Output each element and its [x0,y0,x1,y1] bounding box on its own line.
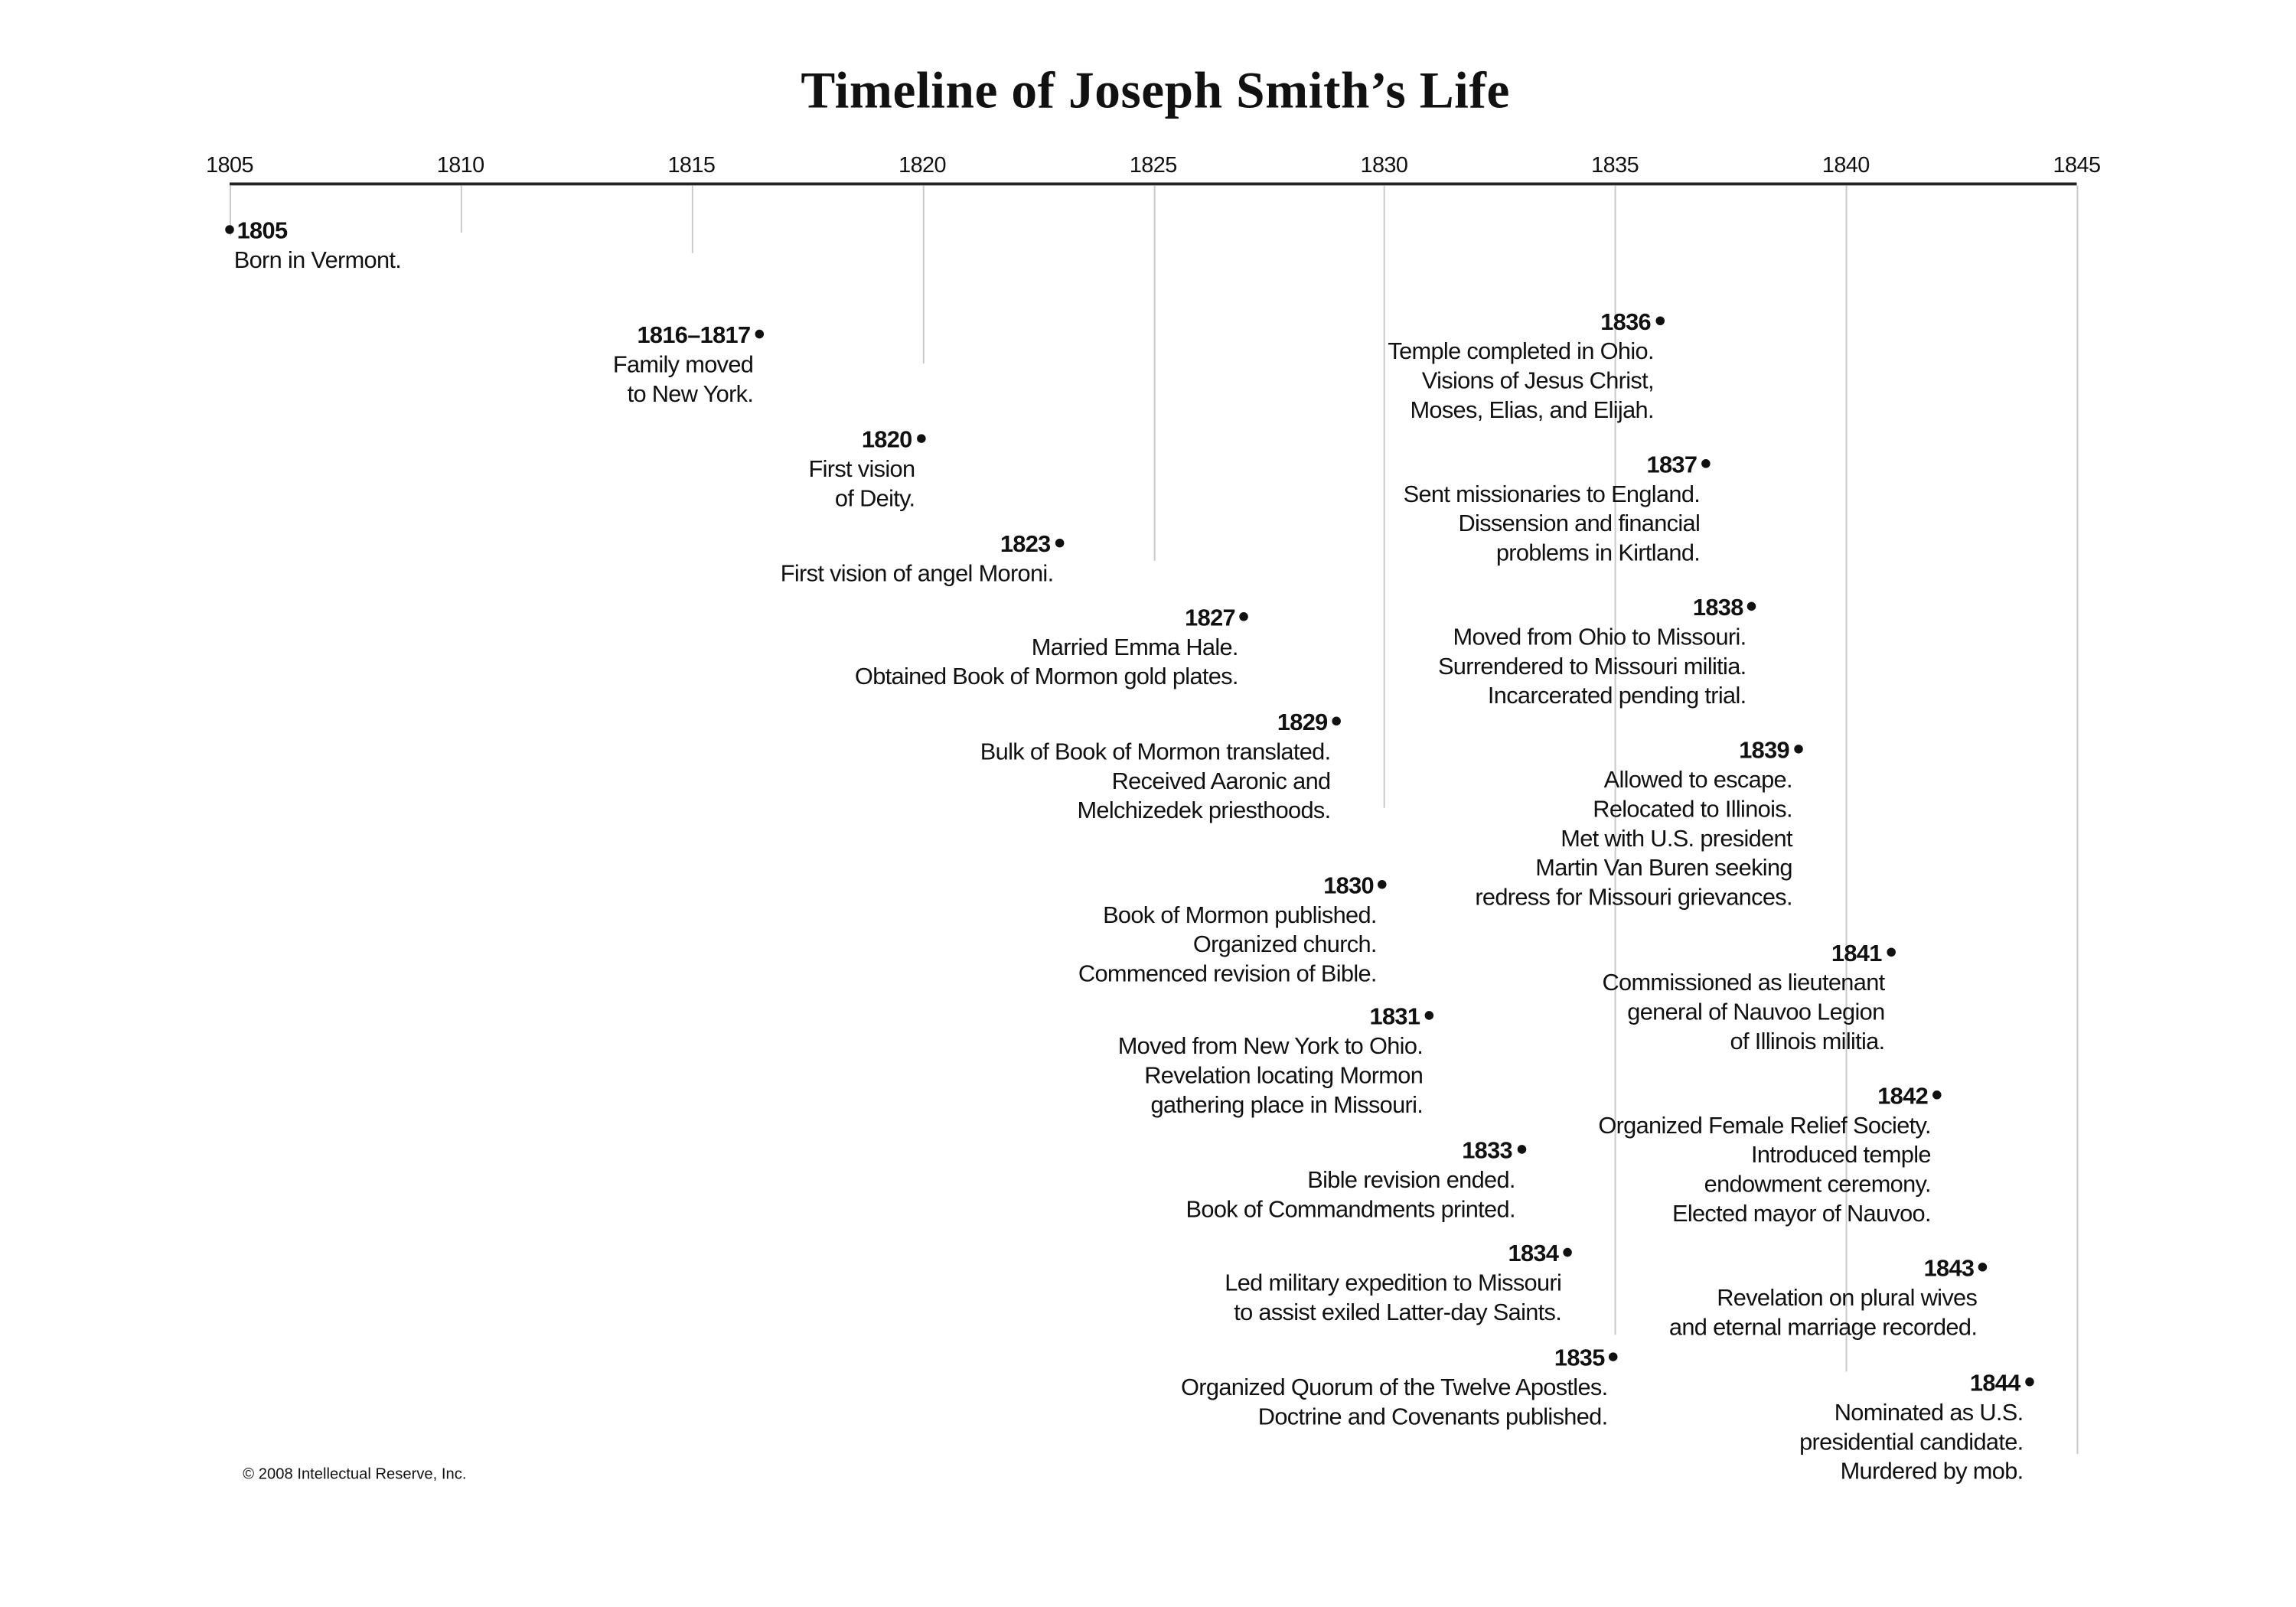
year-gridline [1154,185,1156,560]
event-header [234,218,401,247]
event-header [1118,1004,1437,1033]
event-year: 1830 [1323,874,1374,900]
event-year: 1834 [1508,1242,1559,1267]
timeline-event [234,218,401,277]
year-gridline [923,185,925,363]
timeline-event [1186,1138,1529,1226]
event-year: 1816–1817 [637,324,751,349]
year-gridline [1384,185,1385,807]
event-year: 1805 [236,219,288,245]
axis-tick-label: 1825 [1129,153,1177,178]
event-year: 1823 [1000,533,1051,558]
event-description-line: Nominated as U.S. [1834,1400,2024,1426]
event-description-line: to New York. [627,383,754,408]
event-description-line: Born in Vermont. [233,249,402,274]
axis-tick-label: 1810 [436,153,484,178]
event-description-line: Organized Female Relief Society. [1598,1113,1931,1139]
event-year: 1843 [1923,1257,1975,1283]
event-description-line: Moses, Elias, and Elijah. [1410,399,1654,424]
timeline-event [1078,872,1390,990]
event-header [1181,1345,1621,1374]
event-description-line: Received Aaronic and [1111,769,1331,795]
event-description-line: of Illinois militia. [1730,1030,1885,1055]
bullet-dot-icon [755,330,764,339]
event-description-line: First vision [808,458,915,483]
timeline-event [1598,1083,1944,1230]
event-description-line: Relocated to Illinois. [1593,797,1792,823]
axis-tick-label: 1830 [1360,153,1408,178]
event-year: 1839 [1739,738,1790,764]
year-gridline [461,185,462,233]
timeline-event [1388,309,1667,427]
event-header [1404,451,1714,481]
event-description-line: Book of Mormon published. [1103,903,1377,929]
event-description-line: Bulk of Book of Mormon translated. [980,740,1331,766]
event-description-line: Allowed to escape. [1603,768,1792,794]
event-header [808,427,928,456]
event-description-line: Murdered by mob. [1840,1459,2024,1485]
event-description-line: Married Emma Hale. [1031,635,1238,661]
axis-tick-label: 1815 [667,153,716,178]
event-header [1388,309,1667,338]
event-header [1669,1255,1991,1284]
axis-tick-label: 1805 [206,153,253,178]
event-description-line: Visions of Jesus Christ, [1421,369,1654,395]
bullet-dot-icon [1609,1353,1618,1362]
event-description-line: Sent missionaries to England. [1403,482,1701,508]
axis-tick-label: 1820 [899,153,946,178]
timeline-event [980,709,1344,827]
bullet-dot-icon [1655,317,1665,326]
bullet-dot-icon [916,435,925,444]
timeline-event [1404,451,1714,569]
event-description-line: Elected mayor of Nauvoo. [1671,1202,1931,1227]
event-header [1078,872,1390,901]
bullet-dot-icon [1978,1263,1988,1273]
event-header [855,605,1251,634]
event-description-line: Book of Commandments printed. [1186,1198,1515,1224]
bullet-dot-icon [1332,717,1341,726]
event-description-line: Obtained Book of Mormon gold plates. [854,665,1238,690]
event-description-line: Revelation locating Mormon [1144,1064,1424,1090]
event-description-line: redress for Missouri grievances. [1475,885,1792,911]
event-description-line: Moved from Ohio to Missouri. [1453,625,1746,651]
timeline-event [613,322,767,410]
event-year: 1841 [1831,941,1882,967]
timeline-event [1669,1255,1991,1343]
bullet-dot-icon [225,226,234,235]
event-description-line: Introduced temple [1750,1143,1931,1169]
event-description-line: endowment ceremony. [1704,1172,1931,1198]
event-header [980,709,1344,738]
timeline-event [1602,940,1897,1058]
event-year: 1835 [1554,1346,1605,1372]
timeline-event [1475,737,1805,914]
event-header [1475,737,1805,766]
bullet-dot-icon [1424,1012,1433,1021]
event-header [1602,940,1897,970]
event-description-line: Commenced revision of Bible. [1078,962,1377,988]
timeline-event [808,427,928,515]
event-year: 1820 [861,428,912,454]
timeline-event [1799,1370,2037,1488]
event-year: 1831 [1369,1005,1420,1031]
event-header [1438,595,1760,624]
event-description-line: Doctrine and Covenants published. [1257,1405,1608,1431]
event-description-line: problems in Kirtland. [1495,541,1701,567]
bullet-dot-icon [1240,613,1249,622]
event-description-line: First vision of angel Moroni. [780,562,1054,588]
bullet-dot-icon [1701,460,1711,469]
axis-tick-label: 1840 [1821,153,1870,178]
event-year: 1842 [1877,1084,1929,1110]
year-gridline [2076,185,2078,1454]
event-year: 1836 [1600,310,1651,336]
bullet-dot-icon [1794,745,1803,755]
event-description-line: Incarcerated pending trial. [1487,684,1746,709]
event-description-line: Family moved [612,353,754,379]
bullet-dot-icon [1932,1091,1942,1100]
event-description-line: of Deity. [834,487,915,513]
timeline-event [781,531,1067,590]
bullet-dot-icon [2024,1378,2033,1387]
axis-tick-label: 1835 [1591,153,1639,178]
event-description-line: Temple completed in Ohio. [1388,340,1654,365]
event-header [1799,1370,2037,1399]
copyright-notice: © 2008 Intellectual Reserve, Inc. [243,1465,467,1484]
bullet-dot-icon [1886,948,1895,957]
event-header [781,531,1067,560]
page-title: Timeline of Joseph Smith’s Life [801,61,1510,119]
event-description-line: and eternal marriage recorded. [1668,1315,1978,1341]
event-year: 1844 [1969,1371,2020,1397]
event-year: 1827 [1185,606,1235,632]
event-description-line: Revelation on plural wives [1717,1286,1978,1312]
bullet-dot-icon [1055,539,1064,548]
event-description-line: presidential candidate. [1799,1430,2024,1455]
event-description-line: Organized Quorum of the Twelve Apostles. [1181,1376,1608,1401]
event-year: 1829 [1277,710,1328,736]
event-description-line: Bible revision ended. [1307,1168,1515,1194]
event-description-line: Martin Van Buren seeking [1535,856,1792,882]
timeline-event [1118,1004,1437,1122]
timeline-event [1438,595,1760,712]
event-year: 1833 [1462,1139,1512,1165]
event-description-line: Organized church. [1192,933,1377,958]
event-description-line: Melchizedek priesthoods. [1077,799,1331,824]
event-description-line: gathering place in Missouri. [1150,1093,1424,1119]
timeline-event [855,605,1251,693]
event-description-line: to assist exiled Latter-day Saints. [1234,1301,1562,1326]
bullet-dot-icon [1563,1248,1572,1257]
event-header [1598,1083,1944,1112]
event-description-line: Led military expedition to Missouri [1225,1271,1562,1297]
timeline-event [1225,1240,1574,1328]
event-year: 1838 [1692,595,1743,621]
event-year: 1837 [1646,453,1698,479]
event-description-line: Commissioned as lieutenant [1602,971,1885,996]
event-header [613,322,767,351]
timeline-event [1181,1345,1621,1433]
event-description-line: Met with U.S. president [1561,826,1792,852]
event-header [1186,1138,1529,1167]
year-gridline [692,185,693,253]
event-header [1225,1240,1574,1270]
event-description-line: general of Nauvoo Legion [1627,1000,1885,1026]
event-description-line: Surrendered to Missouri militia. [1437,654,1746,680]
event-description-line: Dissension and financial [1458,512,1701,537]
event-description-line: Moved from New York to Ohio. [1117,1034,1424,1060]
bullet-dot-icon [1517,1146,1526,1155]
bullet-dot-icon [1747,602,1756,611]
bullet-dot-icon [1378,881,1388,890]
axis-tick-label: 1845 [2053,153,2101,178]
